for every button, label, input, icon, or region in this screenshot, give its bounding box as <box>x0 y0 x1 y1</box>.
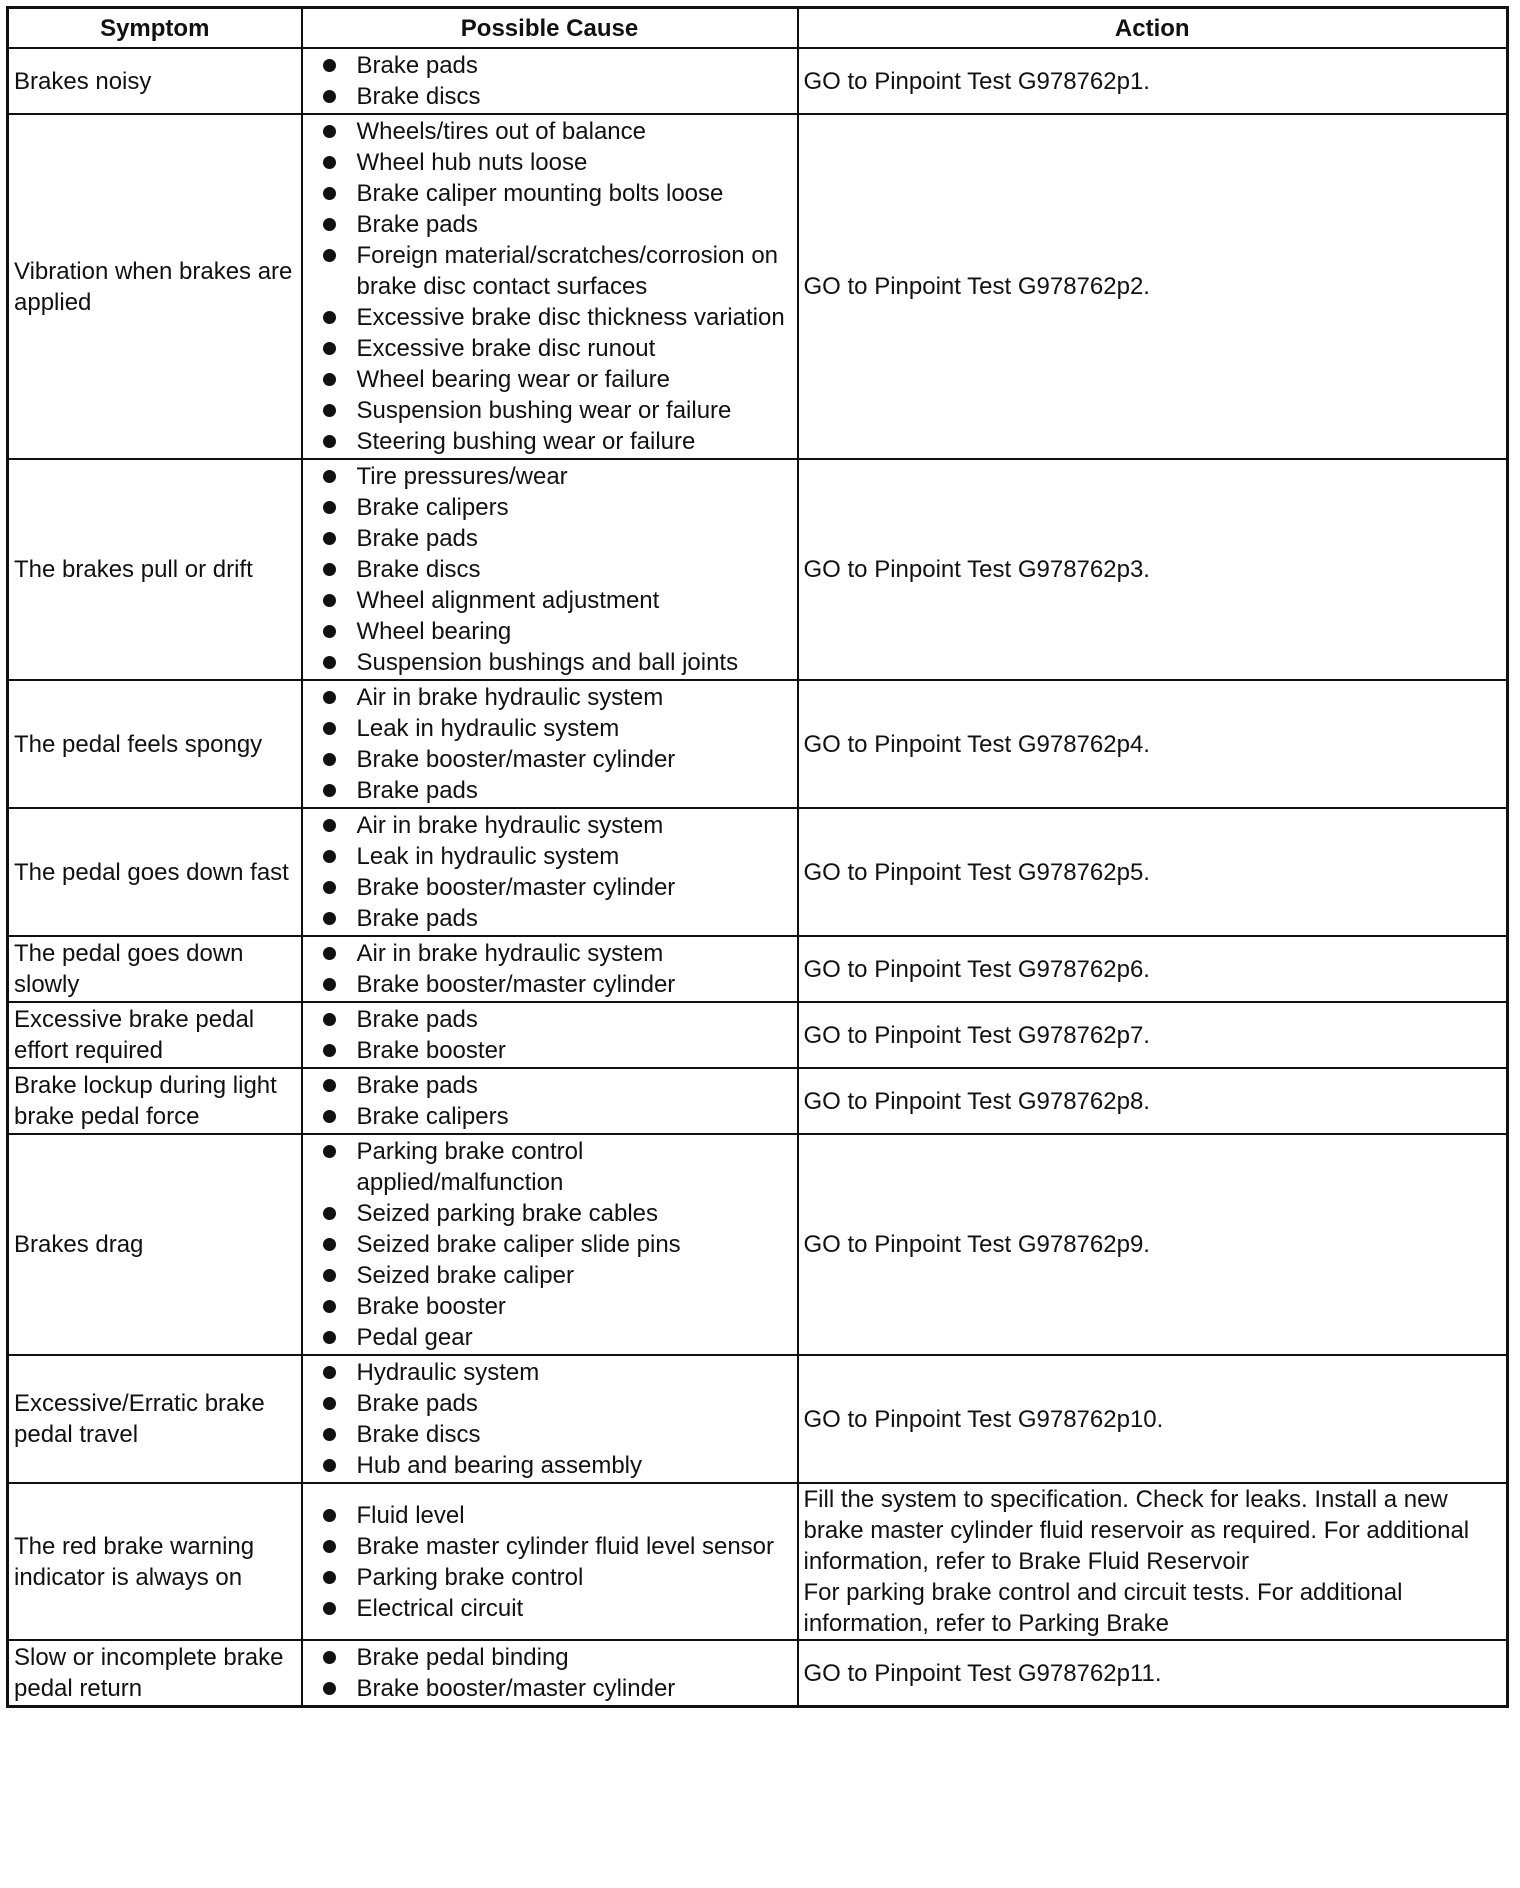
cause-item: Brake pads <box>321 209 793 240</box>
cause-item: Brake pads <box>321 523 793 554</box>
cause-item: Hub and bearing assembly <box>321 1450 793 1481</box>
action-cell <box>798 680 1508 808</box>
table-row <box>8 1483 1508 1640</box>
table-row <box>8 936 1508 1002</box>
cause-list <box>321 50 793 112</box>
table-row <box>8 48 1508 114</box>
cause-item: Foreign material/scratches/corrosion on brake disc contact surfaces <box>321 240 793 302</box>
action-text: GO to Pinpoint Test G978762p11. <box>803 1659 1162 1687</box>
action-cell <box>798 1640 1508 1707</box>
cause-item: Wheel alignment adjustment <box>321 585 793 616</box>
table-row <box>8 680 1508 808</box>
cause-item: Seized parking brake cables <box>321 1198 793 1229</box>
cause-list <box>321 938 793 1000</box>
cause-item: Brake pads <box>321 775 793 806</box>
cause-item: Seized brake caliper <box>321 1260 793 1291</box>
possible-cause-cell <box>302 1483 798 1640</box>
cause-item: Brake discs <box>321 81 793 112</box>
action-text: GO to Pinpoint Test G978762p2. <box>803 273 1150 300</box>
action-cell <box>798 48 1508 114</box>
cause-item: Brake booster/master cylinder <box>321 744 793 775</box>
symptom-cell: The pedal goes down fast <box>8 808 302 936</box>
action-text: GO to Pinpoint Test G978762p7. <box>803 1021 1150 1049</box>
cause-item: Seized brake caliper slide pins <box>321 1229 793 1260</box>
action-text: Fill the system to specification. Check for leaks. Install a new brake master cylinder fluid reservoir as required. For additional information, refer to Brake Fluid Reservoir <box>803 1486 1470 1575</box>
table-row <box>8 1002 1508 1068</box>
cause-item: Wheel hub nuts loose <box>321 147 793 178</box>
symptom-cell: Slow or incomplete brake pedal return <box>8 1640 302 1707</box>
symptom-cell: Excessive brake pedal effort required <box>8 1002 302 1068</box>
action-cell <box>798 459 1508 680</box>
possible-cause-cell <box>302 936 798 1002</box>
possible-cause-cell <box>302 114 798 459</box>
cause-item: Fluid level <box>321 1500 793 1531</box>
cause-item: Brake booster <box>321 1291 793 1322</box>
cause-item: Brake calipers <box>321 492 793 523</box>
table-row <box>8 1134 1508 1355</box>
cause-item: Air in brake hydraulic system <box>321 938 793 969</box>
action-text: For parking brake control and circuit tests. For additional information, refer to Parking Brake <box>803 1579 1403 1637</box>
cause-item: Brake calipers <box>321 1101 793 1132</box>
cause-list <box>321 1357 793 1481</box>
possible-cause-cell <box>302 459 798 680</box>
cause-item: Pedal gear <box>321 1322 793 1353</box>
possible-cause-cell <box>302 1068 798 1134</box>
cause-item: Brake booster <box>321 1035 793 1066</box>
action-text: GO to Pinpoint Test G978762p9. <box>803 1231 1150 1258</box>
symptom-cell: Brake lockup during light brake pedal force <box>8 1068 302 1134</box>
action-cell <box>798 1002 1508 1068</box>
table-row <box>8 808 1508 936</box>
cause-item: Brake pads <box>321 903 793 934</box>
table-body <box>8 48 1508 1707</box>
possible-cause-cell <box>302 1002 798 1068</box>
cause-item: Excessive brake disc thickness variation <box>321 302 793 333</box>
cause-item: Brake pads <box>321 1388 793 1419</box>
action-cell <box>798 1355 1508 1483</box>
cause-item: Leak in hydraulic system <box>321 841 793 872</box>
cause-item: Tire pressures/wear <box>321 461 793 492</box>
cause-item: Brake caliper mounting bolts loose <box>321 178 793 209</box>
possible-cause-cell <box>302 1640 798 1707</box>
action-text: GO to Pinpoint Test G978762p8. <box>803 1087 1150 1115</box>
cause-item: Brake master cylinder fluid level sensor <box>321 1531 793 1562</box>
action-cell <box>798 1483 1508 1640</box>
cause-list <box>321 1070 793 1132</box>
symptom-cell: The brakes pull or drift <box>8 459 302 680</box>
symptom-cell: The pedal feels spongy <box>8 680 302 808</box>
cause-item: Brake booster/master cylinder <box>321 969 793 1000</box>
action-cell <box>798 114 1508 459</box>
table-row <box>8 1068 1508 1134</box>
cause-item: Suspension bushing wear or failure <box>321 395 793 426</box>
possible-cause-cell <box>302 48 798 114</box>
cause-item: Brake pads <box>321 50 793 81</box>
action-cell <box>798 1134 1508 1355</box>
header-row <box>8 8 1508 49</box>
action-text: GO to Pinpoint Test G978762p5. <box>803 858 1150 886</box>
possible-cause-cell <box>302 1134 798 1355</box>
action-text: GO to Pinpoint Test G978762p10. <box>803 1405 1164 1433</box>
table-row <box>8 1640 1508 1707</box>
symptom-cell: Vibration when brakes are applied <box>8 114 302 459</box>
action-cell <box>798 808 1508 936</box>
cause-item: Parking brake control <box>321 1562 793 1593</box>
cause-list <box>321 1004 793 1066</box>
cause-item: Brake discs <box>321 554 793 585</box>
cause-item: Brake booster/master cylinder <box>321 872 793 903</box>
cause-item: Leak in hydraulic system <box>321 713 793 744</box>
action-text: GO to Pinpoint Test G978762p3. <box>803 556 1150 583</box>
possible-cause-cell <box>302 808 798 936</box>
cause-item: Steering bushing wear or failure <box>321 426 793 457</box>
cause-item: Electrical circuit <box>321 1593 793 1624</box>
table-row <box>8 459 1508 680</box>
header-possible-cause: Possible Cause <box>302 8 798 49</box>
header-action: Action <box>798 8 1508 49</box>
cause-list <box>321 1500 793 1624</box>
cause-item: Air in brake hydraulic system <box>321 682 793 713</box>
cause-item: Wheel bearing <box>321 616 793 647</box>
symptom-chart-table <box>6 6 1509 1708</box>
table-row <box>8 114 1508 459</box>
cause-item: Parking brake control applied/malfunction <box>321 1136 793 1198</box>
cause-item: Brake booster/master cylinder <box>321 1673 793 1704</box>
header-symptom: Symptom <box>8 8 302 49</box>
table-row <box>8 1355 1508 1483</box>
cause-list <box>321 461 793 678</box>
action-text: GO to Pinpoint Test G978762p4. <box>803 730 1150 758</box>
cause-item: Suspension bushings and ball joints <box>321 647 793 678</box>
action-cell <box>798 1068 1508 1134</box>
cause-list <box>321 682 793 806</box>
cause-list <box>321 1642 793 1704</box>
possible-cause-cell <box>302 680 798 808</box>
cause-item: Hydraulic system <box>321 1357 793 1388</box>
action-text: GO to Pinpoint Test G978762p6. <box>803 955 1150 983</box>
cause-list <box>321 1136 793 1353</box>
symptom-cell: Excessive/Erratic brake pedal travel <box>8 1355 302 1483</box>
cause-list <box>321 116 793 457</box>
symptom-cell: The red brake warning indicator is always on <box>8 1483 302 1640</box>
cause-item: Wheel bearing wear or failure <box>321 364 793 395</box>
symptom-cell: Brakes noisy <box>8 48 302 114</box>
possible-cause-cell <box>302 1355 798 1483</box>
action-cell <box>798 936 1508 1002</box>
cause-item: Air in brake hydraulic system <box>321 810 793 841</box>
symptom-cell: Brakes drag <box>8 1134 302 1355</box>
cause-item: Brake discs <box>321 1419 793 1450</box>
cause-list <box>321 810 793 934</box>
cause-item: Brake pedal binding <box>321 1642 793 1673</box>
cause-item: Wheels/tires out of balance <box>321 116 793 147</box>
cause-item: Brake pads <box>321 1004 793 1035</box>
action-text: GO to Pinpoint Test G978762p1. <box>803 67 1150 95</box>
symptom-cell: The pedal goes down slowly <box>8 936 302 1002</box>
cause-item: Excessive brake disc runout <box>321 333 793 364</box>
cause-item: Brake pads <box>321 1070 793 1101</box>
